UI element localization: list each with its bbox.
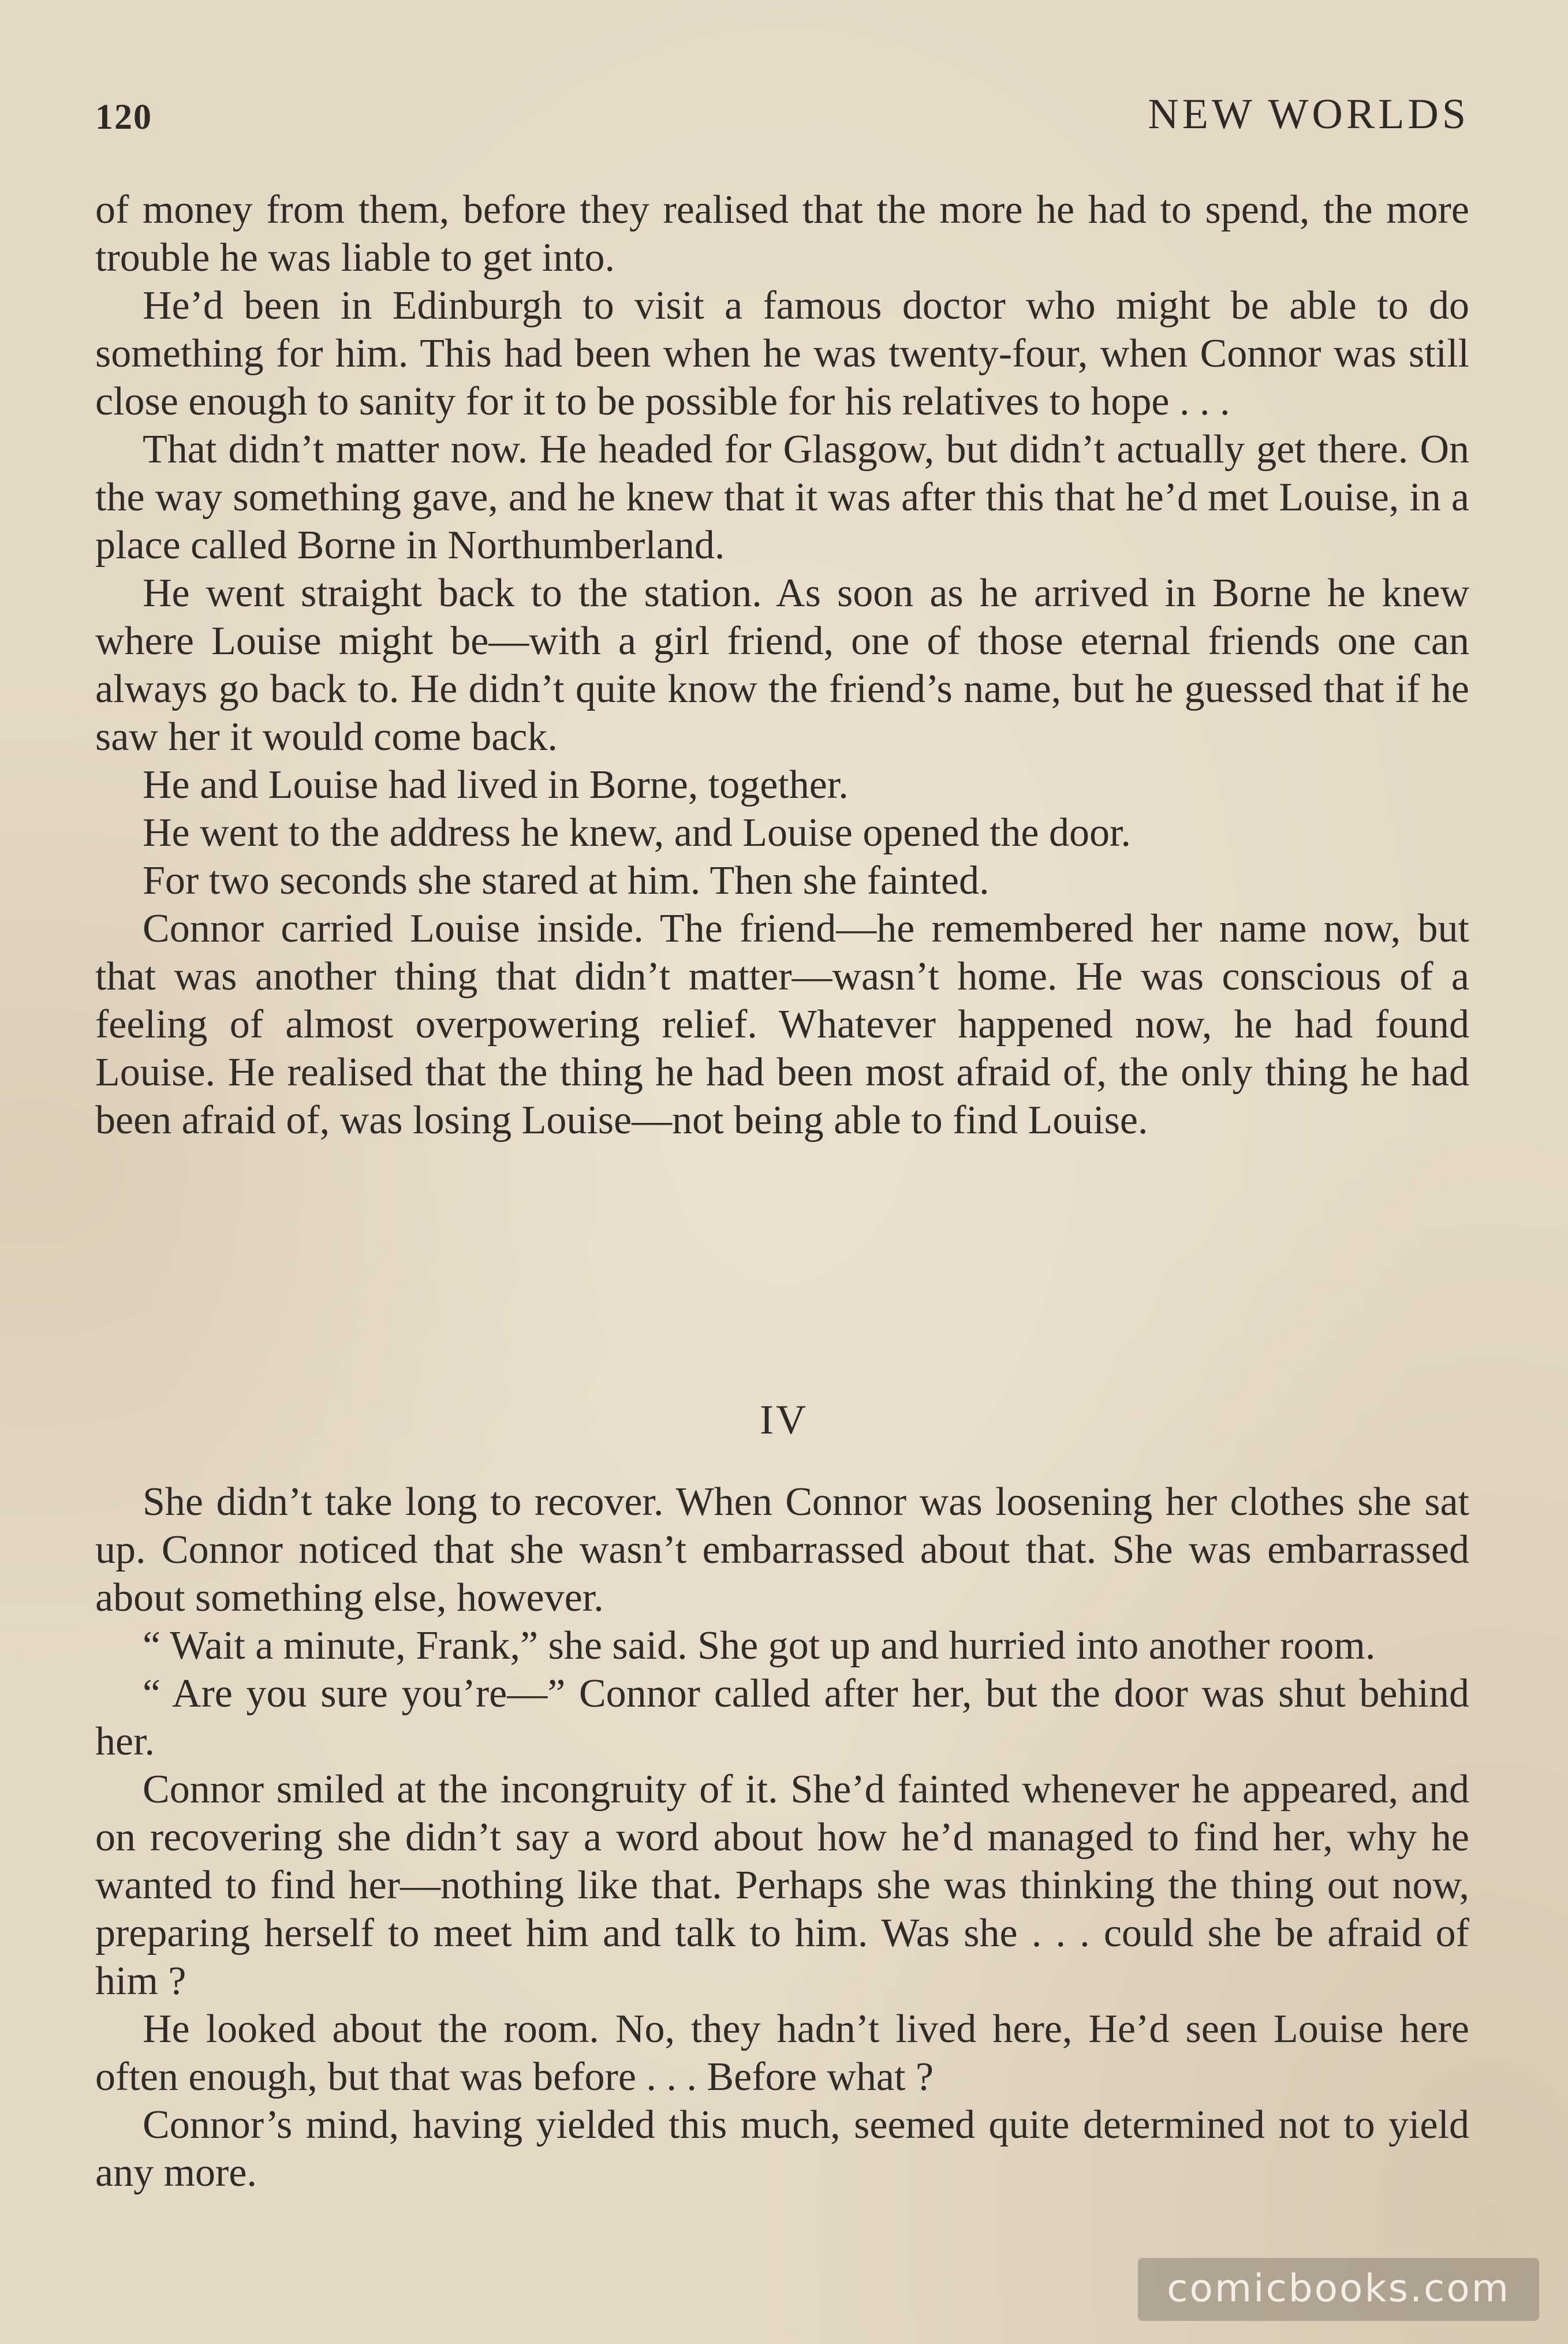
page-number: 120: [95, 98, 152, 137]
watermark: comicbooks.com: [1138, 2258, 1539, 2321]
paragraph: He went straight back to the station. As soon as he arrived in Borne he knew where Louise might be—with a girl friend, one of those eternal friends one can always go back to. He didn’t quite know the friend’s name, but he guessed that if he saw her it would come back.: [95, 571, 1469, 759]
paragraph: Connor carried Louise inside. The friend—he remembered her name now, but that was another thing that didn’t matter—wasn’t home. He was conscious of a feeling of almost overpowering relief. Whatever happened now, he had found Louise. He realised that the thing he had been most afraid of, the only thing he had been afraid of, was losing Louise—not being able to find Louise.: [95, 906, 1469, 1143]
paragraph: He and Louise had lived in Borne, together.: [143, 763, 849, 807]
paragraph: He looked about the room. No, they hadn’t lived here, He’d seen Louise here often enough, but that was before . . . Before what ?: [95, 2007, 1469, 2099]
paragraph: Connor’s mind, having yielded this much, seemed quite determined not to yield any more.: [95, 2103, 1469, 2195]
section-heading: IV: [760, 1397, 808, 1443]
paragraph: He went to the address he knew, and Louise opened the door.: [143, 811, 1131, 855]
paragraph: “ Wait a minute, Frank,” she said. She got up and hurried into another room.: [143, 1623, 1376, 1668]
paragraph: Connor smiled at the incongruity of it. She’d fainted whenever he appeared, and on recovering she didn’t say a word about how he’d managed to find her, why he wanted to find her—nothing like that. Perhaps she was thinking the thing out now, preparing herself to meet him and talk to him. Was she . . . could she be afraid of him ?: [95, 1767, 1469, 2003]
page-header: [95, 87, 1469, 139]
body-text-part1: [95, 186, 1469, 1144]
paragraph: For two seconds she stared at him. Then she fainted.: [143, 859, 990, 903]
paragraph: He’d been in Edinburgh to visit a famous doctor who might be able to do something for him. This had been when he was twenty-four, when Connor was still close enough to sanity for it to be possible for his relatives to hope . . .: [95, 283, 1469, 424]
paragraph: “ Are you sure you’re—” Connor called after her, but the door was shut behind her.: [95, 1671, 1469, 1764]
running-head: NEW WORLDS: [1148, 91, 1469, 138]
body-text-part2: [95, 1478, 1469, 2197]
paragraph: She didn’t take long to recover. When Connor was loosening her clothes she sat up. Connor noticed that she wasn’t embarrassed about that. She was embarrassed about something else, however.: [95, 1480, 1469, 1620]
paragraph: of money from them, before they realised that the more he had to spend, the more trouble he was liable to get into.: [95, 188, 1469, 280]
paragraph: That didn’t matter now. He headed for Glasgow, but didn’t actually get there. On the way something gave, and he knew that it was after this that he’d met Louise, in a place called Borne in Northumberland.: [95, 427, 1469, 568]
